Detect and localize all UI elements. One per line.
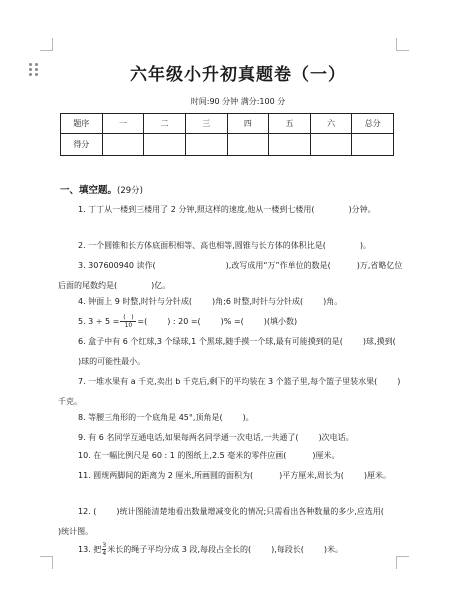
score-table-score-row — [61, 134, 394, 156]
question-5: 5. 3 ÷ 5 = $\frac{( )}{10}$ =( ) : 20 =( )% =( )(填小数) — [78, 314, 298, 329]
fraction: $\frac{( )}{10}$ — [120, 314, 136, 329]
score-cell[interactable] — [269, 134, 311, 156]
score-cell[interactable] — [352, 134, 394, 156]
question-13: 13. 把 $\frac{3}{4}$ 米长的绳子平均分成 3 段,每段占全长的( ),每段长( )米。 — [78, 542, 344, 557]
score-cell[interactable] — [102, 134, 144, 156]
score-cell[interactable] — [310, 134, 352, 156]
score-table-header-cell: 五 — [269, 114, 311, 134]
score-table-header-cell: 六 — [310, 114, 352, 134]
section-points: (29分) — [117, 186, 143, 196]
score-table-header-cell: 题序 — [61, 114, 103, 134]
score-row-label: 得分 — [61, 134, 103, 156]
page-corner-mark-bottom-left — [40, 556, 53, 569]
question-4: 4. 钟面上 9 时整,时针与分针成( )角;6 时整,时针与分针成( )角。 — [78, 297, 343, 306]
question-8: 8. 等腰三角形的一个底角是 45°,顶角是( )。 — [78, 413, 254, 422]
question-3: 3. 307600940 读作( ),改写成用“万”作单位的数是( )万,省略亿位后面的尾数约是( )亿。 — [58, 261, 403, 290]
question-10: 10. 在一幅比例尺是 60 : 1 的图纸上,2.5 毫米的零件应画( )厘米。 — [78, 451, 340, 460]
question-1: 1. 丁丁从一楼到三楼用了 2 分钟,照这样的速度,他从一楼到七楼用( )分钟。 — [78, 205, 376, 214]
page-title: 六年级小升初真题卷（一） — [130, 65, 346, 85]
score-cell[interactable] — [144, 134, 186, 156]
section-heading-title: 一、填空题。 — [60, 185, 118, 196]
score-cell[interactable] — [185, 134, 227, 156]
question-11: 11. 圆规两脚间的距离为 2 厘米,所画圆的面积为( )平方厘米,周长为( )厘米。 — [78, 471, 392, 480]
score-table-header-cell: 四 — [227, 114, 269, 134]
score-table-header-cell: 总分 — [352, 114, 394, 134]
score-cell[interactable] — [227, 134, 269, 156]
question-2: 2. 一个圆锥和长方体底面积相等、高也相等,圆锥与长方体的体积比是( )。 — [78, 241, 371, 250]
score-table-header-cell: 一 — [102, 114, 144, 134]
page-corner-mark-top-right — [396, 38, 409, 51]
page-corner-mark-top-left — [40, 38, 53, 51]
score-table-header-cell: 三 — [185, 114, 227, 134]
score-table — [60, 113, 394, 156]
question-9: 9. 有 6 名同学互通电话,如果每两名同学通一次电话,一共通了( )次电话。 — [78, 433, 354, 442]
fraction: $\frac{3}{4}$ — [102, 542, 107, 557]
question-7: 7. 一堆水果有 a 千克,卖出 b 千克后,剩下的平均装在 3 个篮子里,每个篮子里装水果( )千克。 — [58, 377, 401, 406]
question-12: 12. ( )统计图能清楚地看出数量增减变化的情况;只需看出各种数量的多少,应选用()统计图。 — [58, 507, 384, 536]
section-heading — [60, 182, 143, 196]
exam-time-score-info: 时间:90 分钟 满分:100 分 — [190, 97, 286, 106]
score-table-header-cell: 二 — [144, 114, 186, 134]
question-6: 6. 盒子中有 6 个红球,3 个绿球,1 个黑球,随手摸一个球,最有可能摸到的是( )球,摸到()球的可能性最小。 — [78, 337, 396, 366]
score-table-header-row — [61, 114, 394, 134]
